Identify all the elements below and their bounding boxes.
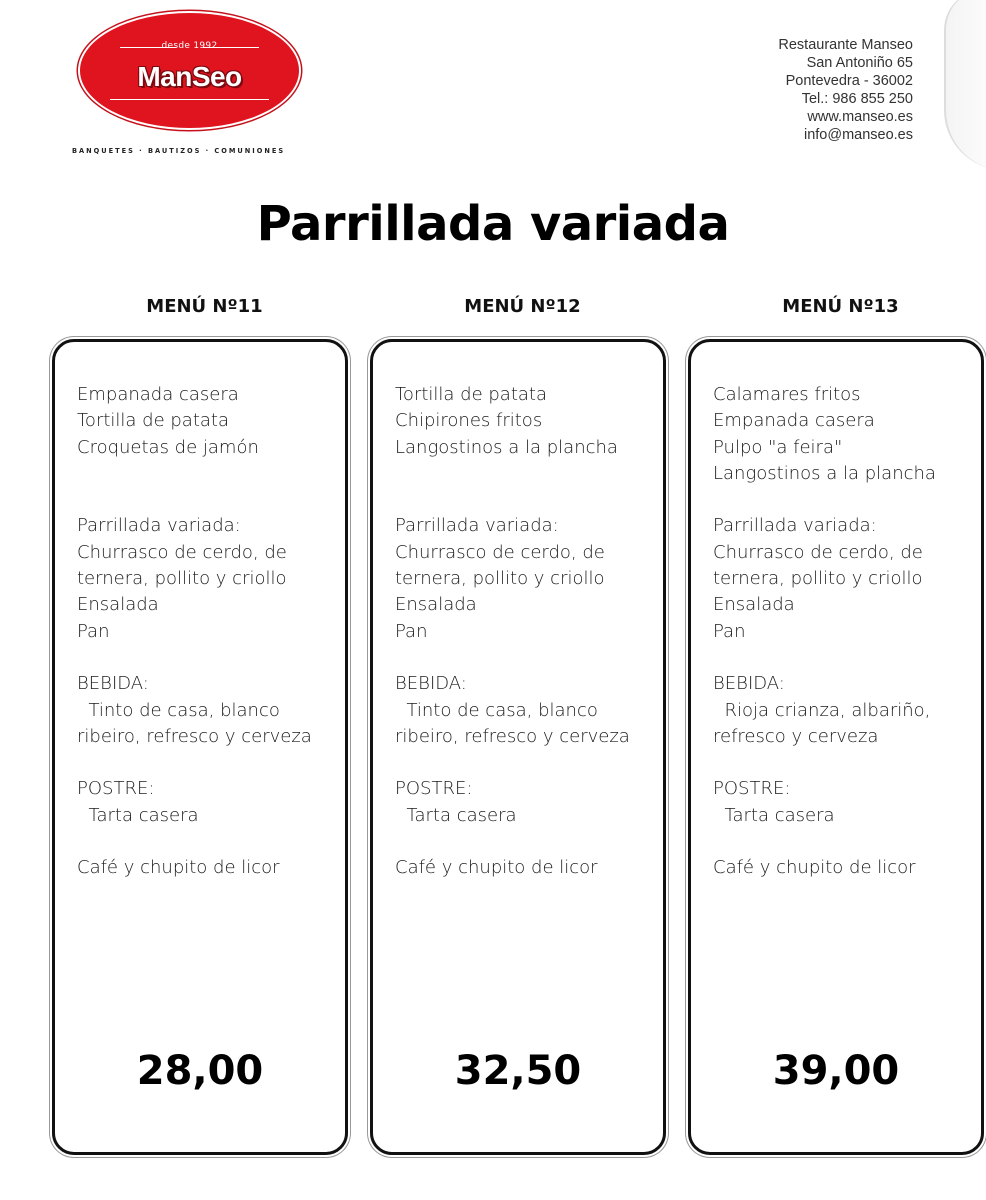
logo-name: ManSeo <box>137 61 242 92</box>
menu-item: BEBIDA: <box>713 673 785 695</box>
menu-item: Tarta casera <box>77 804 199 826</box>
menu-item: Café y chupito de licor <box>395 857 598 879</box>
menu-item: Parrillada variada: <box>77 515 241 537</box>
menu-item: Churrasco de cerdo, de <box>395 541 605 563</box>
menu-item: POSTRE: <box>77 778 155 800</box>
menu-item: Tarta casera <box>713 804 835 826</box>
menu-card <box>52 339 348 1155</box>
menu-item: Empanada casera <box>77 384 239 405</box>
contact-city: Pontevedra - 36002 <box>785 73 913 89</box>
menu-item: Tinto de casa, blanco <box>77 699 280 721</box>
menu-card <box>370 339 666 1155</box>
menu-item: Rioja crianza, albariño, <box>713 699 931 721</box>
menu-item: BEBIDA: <box>395 673 467 695</box>
menu-item: ternera, pollito y criollo <box>395 568 605 590</box>
menu-item: refresco y cerveza <box>713 725 879 747</box>
contact-website: www.manseo.es <box>807 109 913 125</box>
menu-item: ribeiro, refresco y cerveza <box>77 725 312 747</box>
menu-item: Tarta casera <box>395 804 517 826</box>
menu-body <box>395 382 657 882</box>
menu-item: Calamares fritos <box>713 384 861 405</box>
menu-item: Café y chupito de licor <box>713 857 916 879</box>
menu-item: ternera, pollito y criollo <box>77 568 287 590</box>
menu-item: ribeiro, refresco y cerveza <box>395 725 630 747</box>
contact-street: San Antoniño 65 <box>806 55 913 71</box>
contact-phone: Tel.: 986 855 250 <box>801 91 913 107</box>
menu-body <box>713 382 975 882</box>
menu-item: Ensalada <box>395 594 477 616</box>
menu-item: Tortilla de patata <box>395 384 548 405</box>
logo-oval <box>80 13 299 128</box>
decorative-glass <box>944 0 986 170</box>
menu-price: 32,50 <box>454 1048 582 1094</box>
menu-item: Ensalada <box>77 594 159 616</box>
logo <box>70 10 320 160</box>
menu-label: MENÚ Nº12 <box>464 296 581 317</box>
menu-item: POSTRE: <box>395 778 473 800</box>
menu-item: Churrasco de cerdo, de <box>77 541 287 563</box>
menu-item: POSTRE: <box>713 778 791 800</box>
menu-item: Tortilla de patata <box>77 410 230 432</box>
menu-column-12 <box>370 296 675 1094</box>
menu-body <box>77 382 339 882</box>
menu-column-11 <box>52 296 357 1094</box>
menu-item: Chipirones fritos <box>395 410 543 432</box>
logo-tagline: BANQUETES · BAUTIZOS · COMUNIONES <box>72 147 286 155</box>
contact-restaurant: Restaurante Manseo <box>778 37 913 53</box>
menu-item: Tinto de casa, blanco <box>395 699 598 721</box>
logo-since: desde 1992 <box>161 41 218 51</box>
menu-item: Ensalada <box>713 594 795 616</box>
menu-item: Pan <box>713 620 746 642</box>
menu-item: Pan <box>77 620 110 642</box>
logo-rule <box>110 99 269 100</box>
menu-label: MENÚ Nº13 <box>782 296 899 317</box>
menu-item: Parrillada variada: <box>395 515 559 537</box>
menu-item: BEBIDA: <box>77 673 149 695</box>
menu-item: Langostinos a la plancha <box>395 436 618 458</box>
menu-item: Pulpo "a feira" <box>713 436 843 458</box>
menu-card <box>688 339 984 1155</box>
menu-item: Parrillada variada: <box>713 515 877 537</box>
menu-item: ternera, pollito y criollo <box>713 568 923 590</box>
page-title: Parrillada variada <box>256 196 730 252</box>
menu-item: Pan <box>395 620 428 642</box>
menu-item: Empanada casera <box>713 410 875 432</box>
menu-price: 28,00 <box>136 1048 264 1094</box>
contact-block <box>778 36 913 144</box>
menu-price: 39,00 <box>772 1048 900 1094</box>
menu-item: Churrasco de cerdo, de <box>713 541 923 563</box>
menu-column-13 <box>688 296 986 1094</box>
contact-email: info@manseo.es <box>803 127 913 143</box>
menu-item: Café y chupito de licor <box>77 857 280 879</box>
menu-item: Langostinos a la plancha <box>713 462 936 484</box>
menu-label: MENÚ Nº11 <box>146 296 263 317</box>
menu-item: Croquetas de jamón <box>77 436 259 458</box>
